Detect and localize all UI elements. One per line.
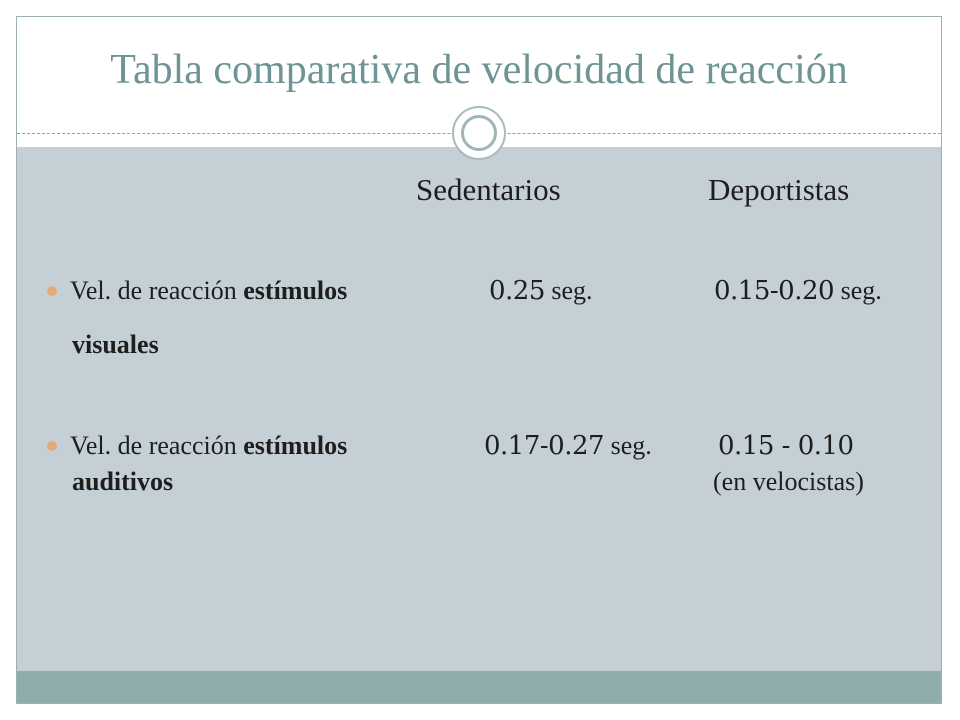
row-auditivos-sedentarios <box>484 431 652 461</box>
row-visuales-label-prefix: Vel. de reacción <box>70 276 244 305</box>
row-auditivos-sedentarios-unit: seg. <box>604 431 652 460</box>
row-visuales-label <box>70 276 347 306</box>
row-visuales-sedentarios-value: 0.25 <box>489 276 545 306</box>
row-visuales-deportistas-value: 0.15-0.20 <box>714 276 835 306</box>
row-visuales-sedentarios <box>489 276 593 306</box>
row-auditivos-label-bold-line2: auditivos <box>72 467 174 496</box>
column-header-deportistas: Deportistas <box>708 172 850 207</box>
column-header-sedentarios: Sedentarios <box>416 172 561 207</box>
divider-inner-ring-icon <box>461 115 497 151</box>
row-visuales-label-bold: estímulos <box>243 276 348 305</box>
row-visuales-deportistas-unit: seg. <box>834 276 882 305</box>
bullet-dot-icon <box>47 286 57 296</box>
row-visuales-deportistas <box>714 276 882 306</box>
row-auditivos-deportistas-value: 0.15 - 0.10 <box>718 431 854 461</box>
row-auditivos-label-bold: estímulos <box>243 431 348 460</box>
row-auditivos-label-line2 <box>72 467 173 497</box>
row-auditivos-sedentarios-value: 0.17-0.27 <box>484 431 605 461</box>
row-visuales-label-bold-line2: visuales <box>72 330 159 359</box>
row-auditivos-deportistas-note: (en velocistas) <box>713 467 864 496</box>
slide-title: Tabla comparativa de velocidad de reacción <box>110 47 848 93</box>
footer-band <box>17 671 941 703</box>
content-area <box>17 147 941 671</box>
row-auditivos-label-prefix: Vel. de reacción <box>70 431 244 460</box>
row-visuales-label-line2 <box>72 330 159 360</box>
row-visuales-sedentarios-unit: seg. <box>544 276 593 305</box>
row-auditivos-label <box>70 431 347 461</box>
bullet-dot-icon <box>47 441 57 451</box>
